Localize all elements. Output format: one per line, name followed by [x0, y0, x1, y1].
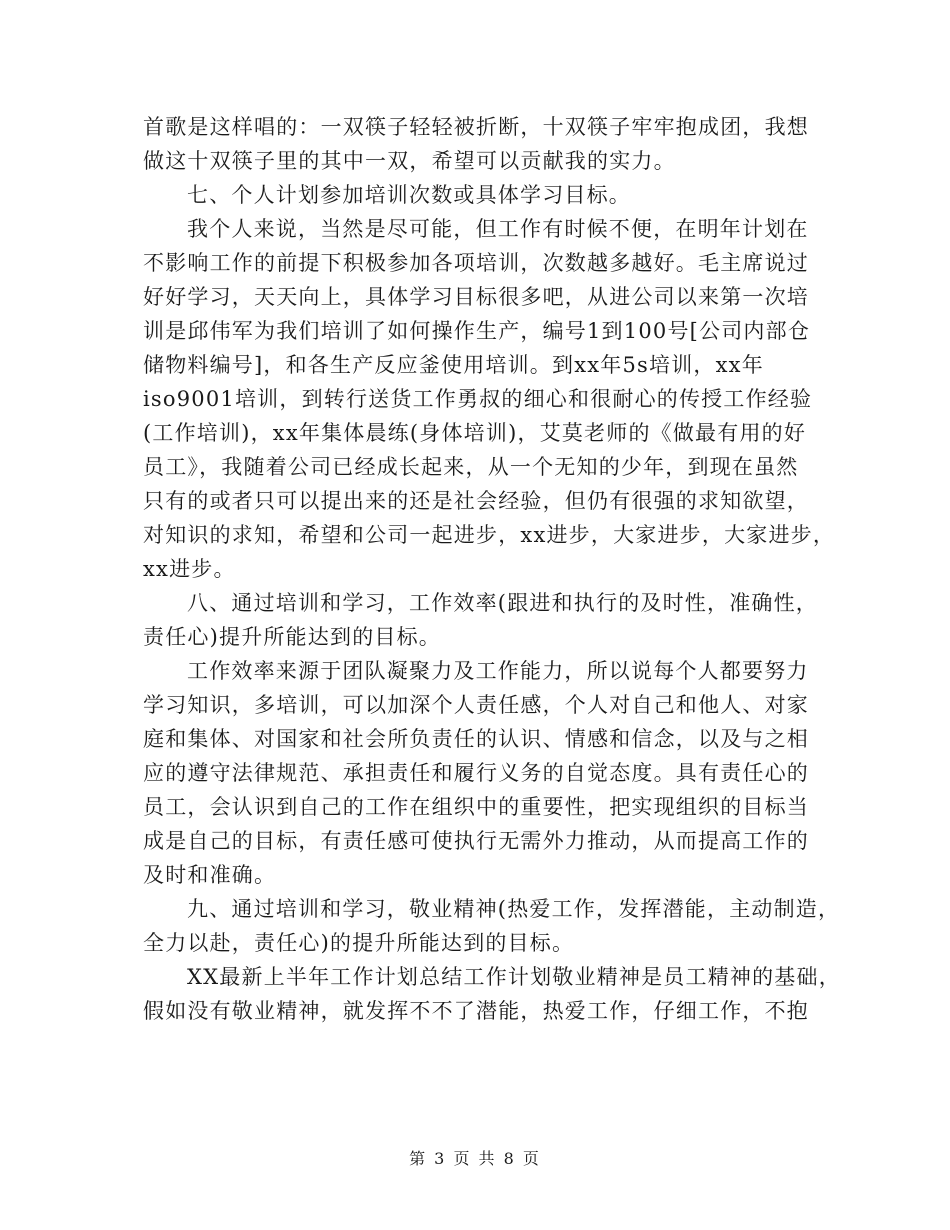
text-line: 责任心)提升所能达到的目标。 — [143, 625, 441, 649]
page-number-footer: 第 3 页 共 8 页 — [409, 1149, 541, 1168]
text-line: 工作效率来源于团队凝聚力及工作能力，所以说每个人都要努力 — [187, 659, 809, 683]
text-line: 做这十双筷子里的其中一双，希望可以贡献我的实力。 — [143, 149, 676, 173]
section-heading-7: 七、个人计划参加培训次数或具体学习目标。 — [187, 183, 631, 207]
text-line: 假如没有敬业精神，就发挥不不了潜能，热爱工作，仔细工作，不抱 — [143, 999, 809, 1023]
text-line: 不影响工作的前提下积极参加各项培训，次数越多越好。毛主席说过 — [143, 251, 809, 275]
text-line: XX最新上半年工作计划总结工作计划敬业精神是员工精神的基础， — [187, 965, 841, 989]
text-line: 我个人来说，当然是尽可能，但工作有时候不便，在明年计划在 — [187, 217, 809, 241]
text-line: xx进步。 — [143, 557, 236, 581]
text-line: 全力以赴，责任心)的提升所能达到的目标。 — [143, 931, 575, 955]
text-line: 员工》，我随着公司已经成长起来，从一个无知的少年，到现在虽然 — [143, 455, 799, 479]
text-line: 应的遵守法律规范、承担责任和履行义务的自觉态度。具有责任心的 — [143, 761, 809, 785]
text-line: 学习知识，多培训，可以加深个人责任感，个人对自己和他人、对家 — [143, 693, 809, 717]
text-line: 成是自己的目标，有责任感可使执行无需外力推动，从而提高工作的 — [143, 829, 809, 853]
text-line: (工作培训)，xx年集体晨练(身体培训)，艾莫老师的《做最有用的好 — [143, 421, 807, 445]
text-line: 及时和准确。 — [143, 863, 277, 887]
text-line: 好好学习，天天向上，具体学习目标很多吧，从进公司以来第一次培 — [143, 285, 809, 309]
document-body — [143, 110, 841, 1028]
text-line: 储物料编号]，和各生产反应釜使用培训。到xx年5s培训，xx年 — [143, 353, 764, 377]
text-line: 只有的或者只可以提出来的还是社会经验，但仍有很强的求知欲望， — [143, 489, 809, 513]
text-line: 庭和集体、对国家和社会所负责任的认识、情感和信念，以及与之相 — [143, 727, 809, 751]
text-line: iso9001培训，到转行送货工作勇叔的细心和很耐心的传授工作经验 — [143, 387, 813, 411]
text-line: 员工，会认识到自己的工作在组织中的重要性，把实现组织的目标当 — [143, 795, 809, 819]
text-line: 对知识的求知，希望和公司一起进步，xx进步，大家进步，大家进步， — [143, 523, 836, 547]
text-line: 首歌是这样唱的：一双筷子轻轻被折断，十双筷子牢牢抱成团，我想 — [143, 115, 809, 139]
section-heading-8: 八、通过培训和学习，工作效率(跟进和执行的及时性，准确性， — [187, 591, 818, 615]
text-line: 训是邱伟军为我们培训了如何操作生产，编号1到100号[公司内部仓 — [143, 319, 811, 343]
section-heading-9: 九、通过培训和学习，敬业精神(热爱工作，发挥潜能，主动制造， — [187, 897, 841, 921]
